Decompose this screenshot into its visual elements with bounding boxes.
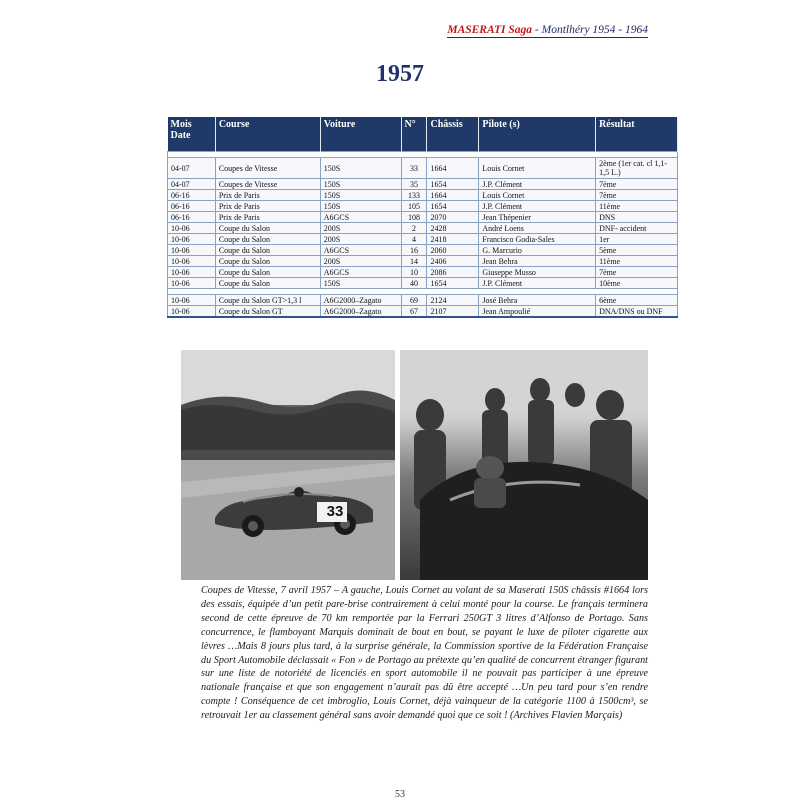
table-cell: 200S — [320, 223, 401, 234]
table-cell: 10-06 — [168, 245, 216, 256]
table-header-row — [168, 117, 678, 152]
table-cell: 04-07 — [168, 179, 216, 190]
table-cell: 10-06 — [168, 295, 216, 306]
table-cell: 2ème (1er cat. cl 1,1-1,5 L.) — [596, 158, 678, 179]
table-cell: Prix de Paris — [215, 190, 320, 201]
table-cell: A6GCS — [320, 267, 401, 278]
table-cell: 5ème — [596, 245, 678, 256]
table-cell: 1654 — [427, 179, 479, 190]
table-cell: 14 — [401, 256, 427, 267]
table-cell: 2124 — [427, 295, 479, 306]
table-cell: 40 — [401, 278, 427, 289]
table-row — [168, 267, 678, 278]
table-cell: Coupe du Salon GT>1,3 l — [215, 295, 320, 306]
table-row — [168, 190, 678, 201]
table-cell: 2 — [401, 223, 427, 234]
column-header: Voiture — [320, 117, 401, 152]
table-cell: 6ème — [596, 295, 678, 306]
table-cell: 06-16 — [168, 212, 216, 223]
table-cell: 10-06 — [168, 278, 216, 289]
table-cell: 2406 — [427, 256, 479, 267]
table-cell: A6G2000–Zagato — [320, 295, 401, 306]
table-cell: Coupe du Salon — [215, 223, 320, 234]
table-cell: A6GCS — [320, 245, 401, 256]
table-cell: Coupe du Salon GT — [215, 306, 320, 318]
crowd-around-car-photo — [400, 350, 648, 580]
table-cell: José Behra — [479, 295, 596, 306]
table-row — [168, 179, 678, 190]
table-row — [168, 201, 678, 212]
table-cell: 11ème — [596, 201, 678, 212]
results-table — [167, 117, 678, 318]
table-cell: G. Marcurio — [479, 245, 596, 256]
table-cell: J.P. Clément — [479, 201, 596, 212]
table-cell: 200S — [320, 256, 401, 267]
table-cell: 06-16 — [168, 190, 216, 201]
table-cell: Coupes de Vitesse — [215, 158, 320, 179]
table-cell: 35 — [401, 179, 427, 190]
table-cell: A6G2000–Zagato — [320, 306, 401, 318]
page-number: 53 — [395, 789, 405, 800]
table-cell: 7ème — [596, 267, 678, 278]
table-cell: 7ème — [596, 190, 678, 201]
table-cell: J.P. Clément — [479, 179, 596, 190]
table-cell: 67 — [401, 306, 427, 318]
table-row — [168, 278, 678, 289]
table-cell: Prix de Paris — [215, 212, 320, 223]
table-cell: 1654 — [427, 201, 479, 212]
table-cell: 2107 — [427, 306, 479, 318]
column-header: Course — [215, 117, 320, 152]
table-cell: DNS — [596, 212, 678, 223]
table-cell: Jean Ampoulié — [479, 306, 596, 318]
table-cell: Coupe du Salon — [215, 267, 320, 278]
table-row — [168, 306, 678, 318]
table-cell: Coupe du Salon — [215, 278, 320, 289]
table-cell: 150S — [320, 201, 401, 212]
table-cell: 10ème — [596, 278, 678, 289]
table-cell: 4 — [401, 234, 427, 245]
photo-caption: Coupes de Vitesse, 7 avril 1957 – A gauche, Louis Cornet au volant de sa Maserati 150S châssis #1664 lors des essais, équipée d’un petit pare-brise contrairement à celui monté pour la course. Le français terminera second de cette épreuve de 70 km remportée par la Ferrari 250GT 3 litres d’Alfonso de Portago. Sans concurrence, le flamboyant Marquis dominait de bout en bout, se payant le luxe de piloter cigarette aux lèvres …Mais 8 jours plus tard, à la surprise générale, la Commission sportive de la Fédération Française du Sport Automobile déclassait « Fon » de Portago au prétexte qu’en qualité de concurrent étranger figurant sur une liste de notoriété de licenciés en sport automobile il ne pouvait pas participer à une épreuve nationale française et que son engagement n’aurait pas dû être accepté …Un peu tard pour s’en rendre compte ! Conséquence de cet imbroglio, Louis Cornet, déjà vainqueur de la catégorie 1100 à 1500cm³, se retrouvait 1er au classement général sans avoir demandé quoi que ce soit ! (Archives Flavien Marçais) — [201, 585, 648, 722]
table-cell: 200S — [320, 234, 401, 245]
table-cell: Prix de Paris — [215, 201, 320, 212]
table-cell: 11ème — [596, 256, 678, 267]
table-row — [168, 245, 678, 256]
table-cell: 7ème — [596, 179, 678, 190]
table-cell: 2428 — [427, 223, 479, 234]
table-cell: 10-06 — [168, 223, 216, 234]
table-row — [168, 223, 678, 234]
table-cell: 2418 — [427, 234, 479, 245]
table-cell: 10-06 — [168, 267, 216, 278]
header-separator: - — [532, 24, 542, 36]
table-row — [168, 158, 678, 179]
table-cell: Jean Thépenier — [479, 212, 596, 223]
table-cell: Francisco Godia-Sales — [479, 234, 596, 245]
table-cell: Louis Cornet — [479, 190, 596, 201]
table-cell: 10-06 — [168, 306, 216, 318]
photo-crowd-car — [400, 350, 648, 580]
table-cell: DNF- accident — [596, 223, 678, 234]
table-cell: 10-06 — [168, 234, 216, 245]
table-cell: 2060 — [427, 245, 479, 256]
column-header: Châssis — [427, 117, 479, 152]
table-cell: 150S — [320, 158, 401, 179]
column-header: Résultat — [596, 117, 678, 152]
table-cell: Giuseppe Musso — [479, 267, 596, 278]
column-header: N° — [401, 117, 427, 152]
table-cell: 2070 — [427, 212, 479, 223]
table-cell: Jean Behra — [479, 256, 596, 267]
table-cell: 06-16 — [168, 201, 216, 212]
table-cell: 133 — [401, 190, 427, 201]
table-row — [168, 234, 678, 245]
year-title: 1957 — [376, 61, 424, 87]
photo-car-33 — [181, 350, 395, 580]
car-number: 33 — [326, 503, 344, 520]
race-car-photo — [181, 350, 395, 580]
table-cell: A6GCS — [320, 212, 401, 223]
header-brand: MASERATI Saga — [447, 24, 533, 36]
table-cell: 04-07 — [168, 158, 216, 179]
table-cell: 69 — [401, 295, 427, 306]
table-cell: 33 — [401, 158, 427, 179]
table-cell: 105 — [401, 201, 427, 212]
table-cell: 1664 — [427, 190, 479, 201]
table-cell: Coupe du Salon — [215, 245, 320, 256]
table-cell: J.P. Clément — [479, 278, 596, 289]
table-cell: André Loens — [479, 223, 596, 234]
table-cell: Coupes de Vitesse — [215, 179, 320, 190]
running-header — [447, 24, 648, 38]
table-cell: 10 — [401, 267, 427, 278]
table-row — [168, 256, 678, 267]
table-row — [168, 295, 678, 306]
table-cell: 2086 — [427, 267, 479, 278]
table-cell: 150S — [320, 190, 401, 201]
table-cell: 1654 — [427, 278, 479, 289]
table-row — [168, 212, 678, 223]
table-cell: 1664 — [427, 158, 479, 179]
column-header: Mois Date — [168, 117, 216, 152]
table-cell: Coupe du Salon — [215, 256, 320, 267]
column-header: Pilote (s) — [479, 117, 596, 152]
table-cell: DNA/DNS ou DNF — [596, 306, 678, 318]
table-cell: Coupe du Salon — [215, 234, 320, 245]
table-cell: 150S — [320, 179, 401, 190]
table-cell: 108 — [401, 212, 427, 223]
header-subtitle: Montlhéry 1954 - 1964 — [541, 24, 648, 36]
table-cell: 10-06 — [168, 256, 216, 267]
table-cell: 16 — [401, 245, 427, 256]
table-cell: Louis Cornet — [479, 158, 596, 179]
table-cell: 150S — [320, 278, 401, 289]
table-cell: 1er — [596, 234, 678, 245]
